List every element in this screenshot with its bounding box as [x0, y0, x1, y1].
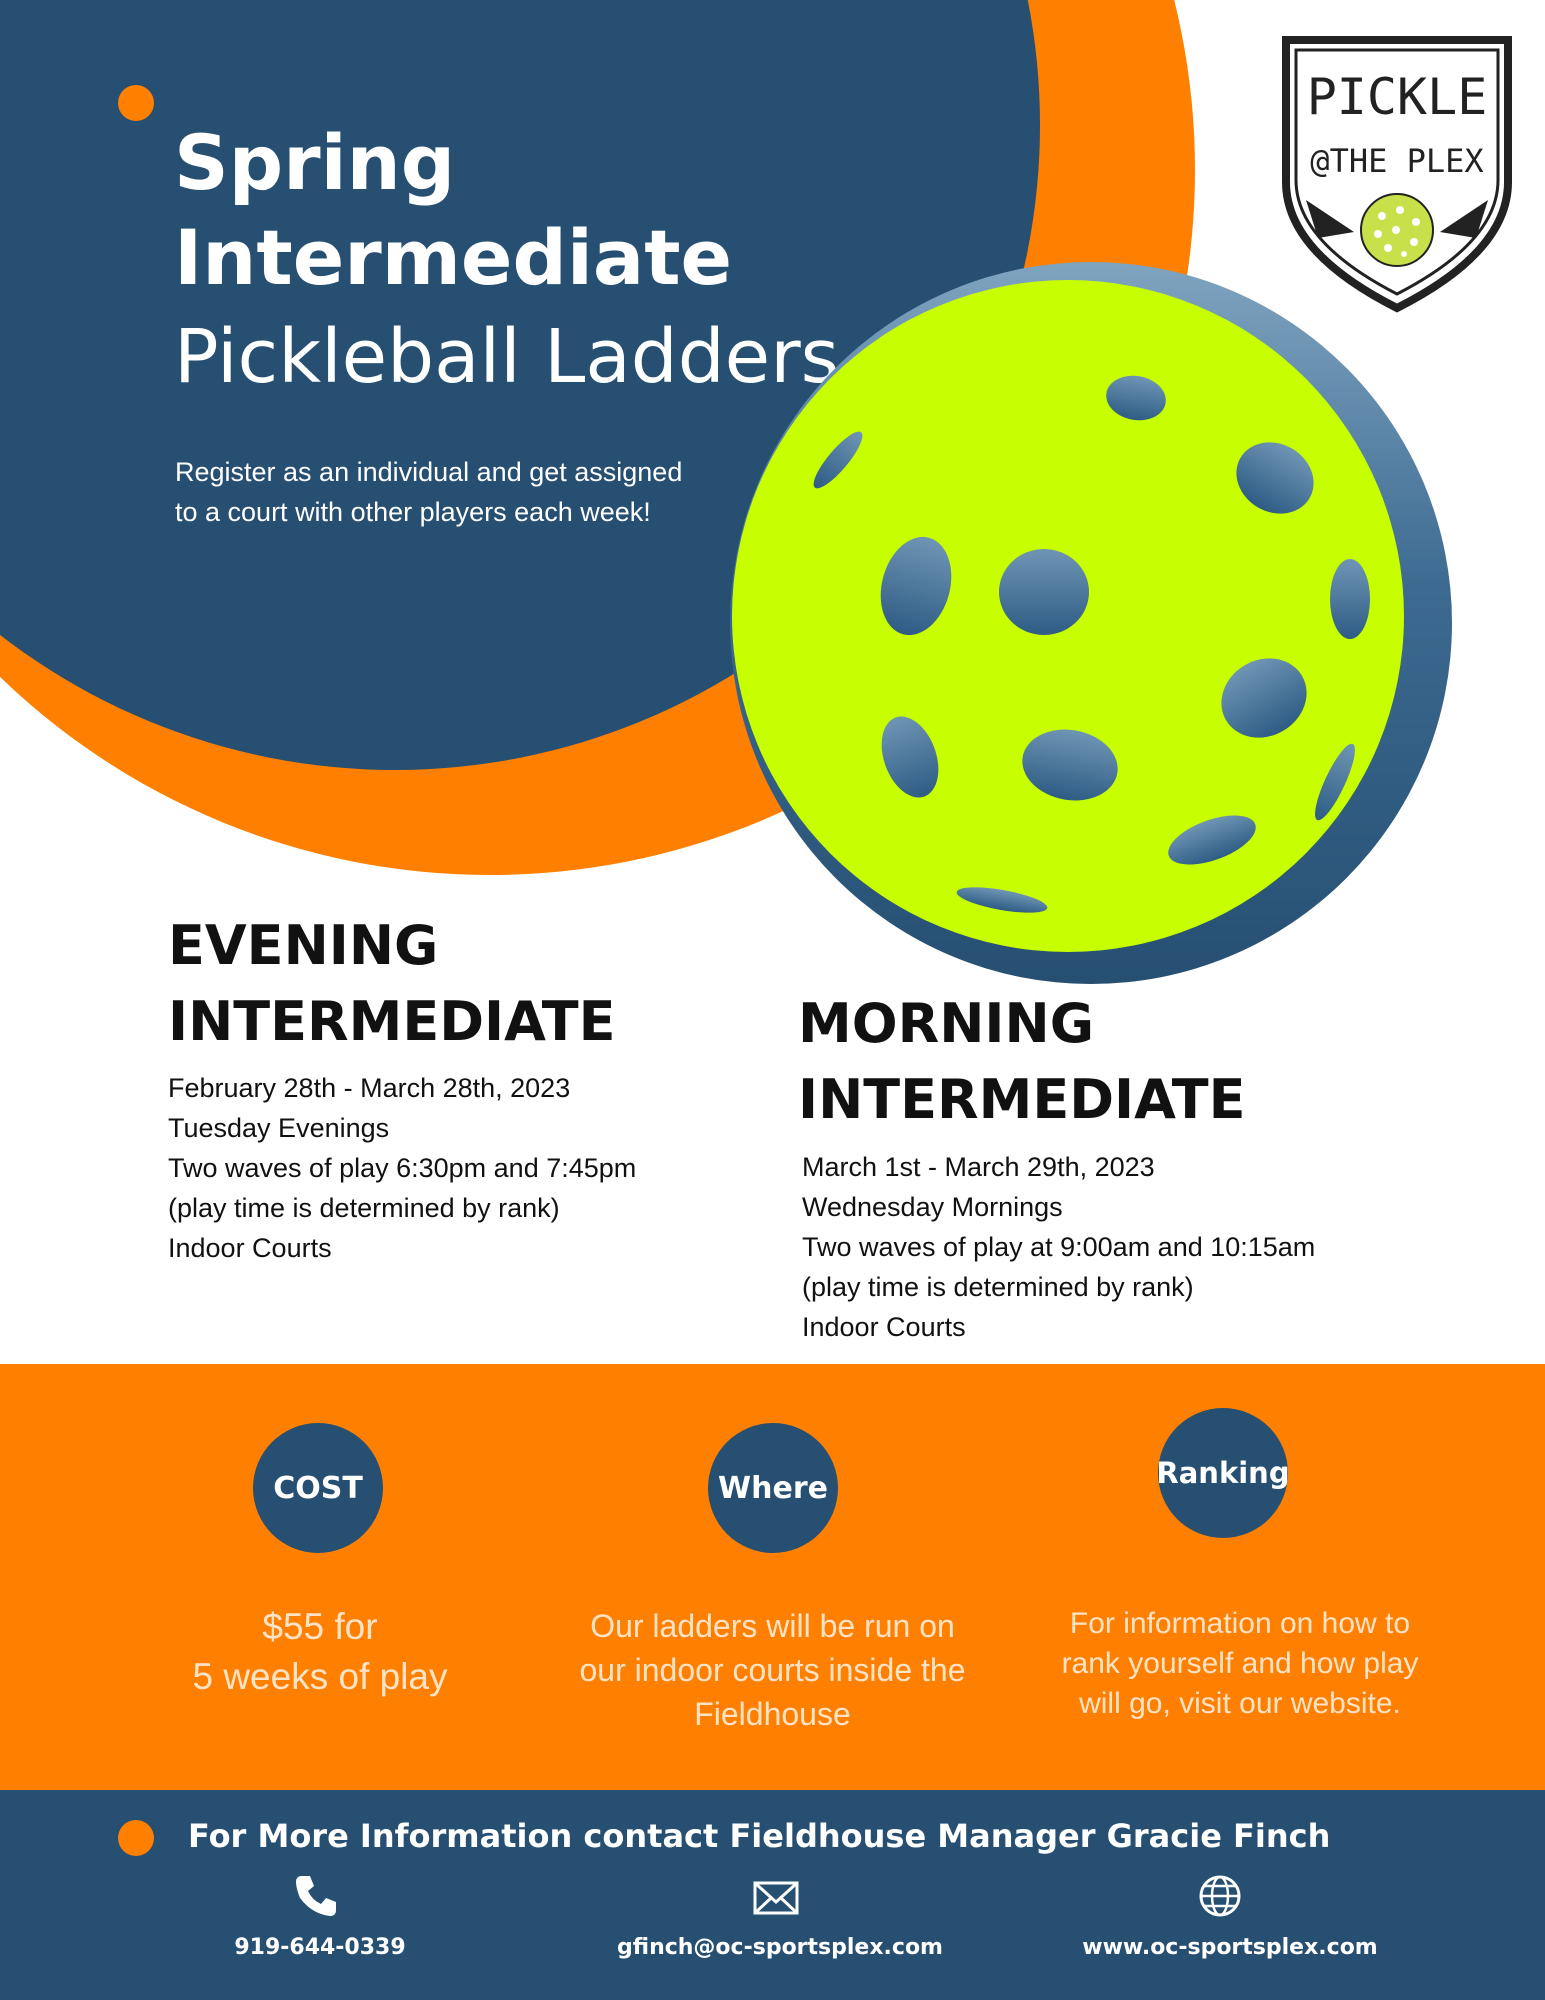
logo-text-pickle: PICKLE [1306, 68, 1488, 126]
ranking-info: For information on how to rank yourself and how play will go, visit our website. [1061, 1607, 1419, 1720]
title-line-3: Pickleball Ladders [174, 314, 840, 400]
title-line-1: Spring [174, 118, 456, 207]
morning-session-details [802, 1147, 1422, 1347]
evening-day: Tuesday Evenings [168, 1113, 390, 1143]
morning-waves: Two waves of play at 9:00am and 10:15am [802, 1232, 1316, 1262]
email-address[interactable]: gfinch@oc-sportsplex.com [617, 1935, 943, 1960]
where-info: Our ladders will be run on our indoor courts inside the Fieldhouse [579, 1608, 966, 1732]
contact-heading: For More Information contact Fieldhouse Manager Gracie Finch [188, 1817, 1331, 1855]
orange-dot-decoration [118, 85, 154, 121]
cost-badge: COST [253, 1423, 383, 1553]
ranking-badge: Ranking [1158, 1408, 1288, 1538]
phone-number[interactable]: 919-644-0339 [234, 1935, 406, 1960]
cost-info [140, 1602, 500, 1702]
globe-icon [1196, 1872, 1244, 1920]
website-url[interactable]: www.oc-sportsplex.com [1082, 1935, 1378, 1960]
evening-dates: February 28th - March 28th, 2023 [168, 1073, 571, 1103]
pickleball-illustration [730, 262, 1452, 984]
evening-location: Indoor Courts [168, 1233, 332, 1263]
morning-title-line-2: INTERMEDIATE [798, 1068, 1246, 1131]
morning-dates: March 1st - March 29th, 2023 [802, 1152, 1155, 1182]
intro-text: Register as an individual and get assigned to a court with other players each week! [175, 457, 683, 527]
morning-rank-note: (play time is determined by rank) [802, 1272, 1194, 1302]
where-badge: Where [708, 1423, 838, 1553]
evening-title-line-2: INTERMEDIATE [168, 990, 616, 1053]
evening-session-title [168, 908, 615, 1060]
logo-text-the-plex: @THE PLEX [1310, 142, 1484, 180]
morning-title-line-1: MORNING [798, 992, 1095, 1055]
title-line-2: Intermediate [174, 213, 733, 302]
pickle-at-the-plex-logo [1278, 32, 1516, 316]
footer-orange-dot [118, 1820, 154, 1856]
morning-session-title [798, 986, 1245, 1138]
cost-price: $55 for [262, 1606, 378, 1647]
evening-title-line-1: EVENING [168, 914, 439, 977]
evening-session-details [168, 1068, 688, 1268]
cost-duration: 5 weeks of play [192, 1656, 448, 1697]
phone-icon [292, 1872, 340, 1920]
morning-day: Wednesday Mornings [802, 1192, 1063, 1222]
evening-rank-note: (play time is determined by rank) [168, 1193, 560, 1223]
mail-icon [752, 1874, 800, 1922]
morning-location: Indoor Courts [802, 1312, 966, 1342]
evening-waves: Two waves of play 6:30pm and 7:45pm [168, 1153, 637, 1183]
